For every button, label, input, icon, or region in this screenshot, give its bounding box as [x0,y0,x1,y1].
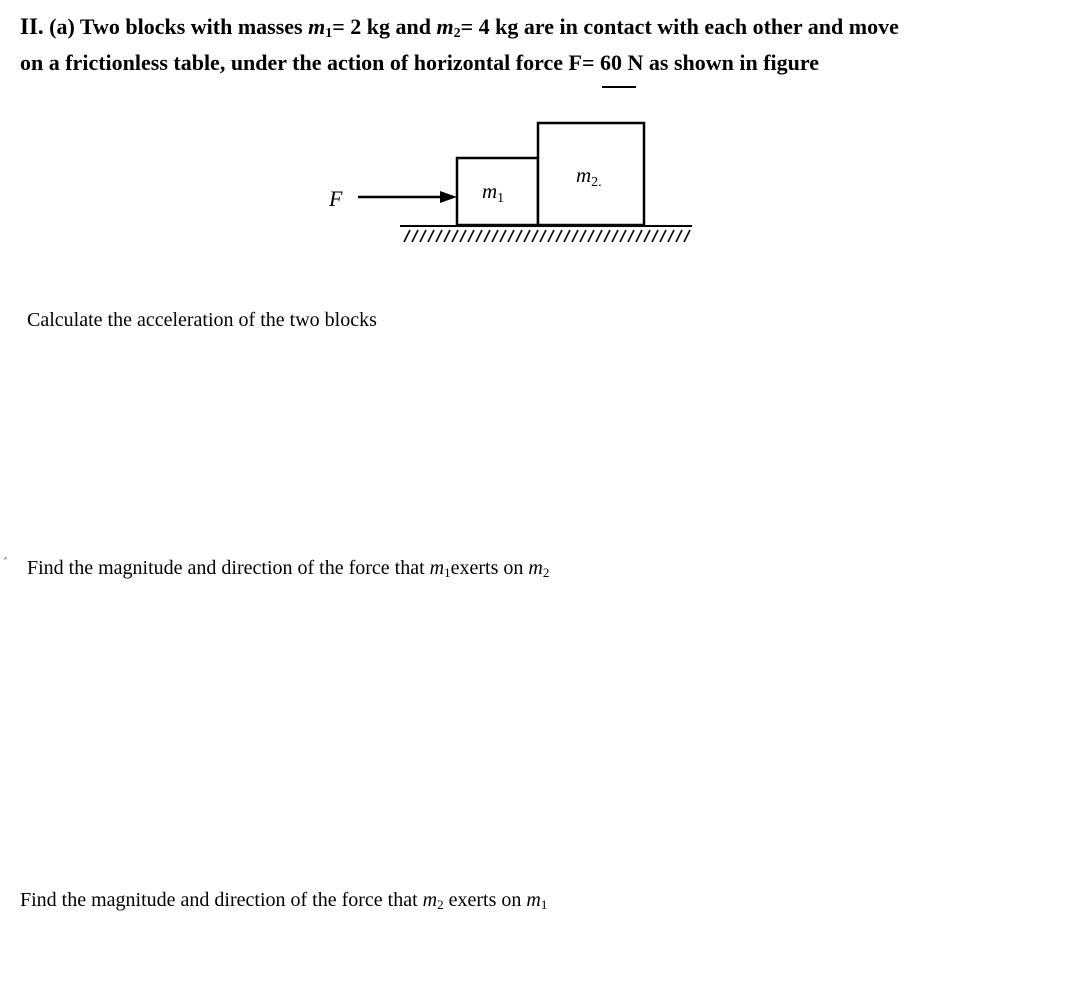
question-force-m2-on-m1 [20,888,547,917]
question-2-symbol-b: m [528,557,543,579]
question-2-symbol-a: m [429,557,445,579]
question-3-mid: exerts on [448,889,522,911]
question-3-sub-a: 2 [437,897,444,912]
force-arrow-head [440,191,457,203]
question-3-symbol-a: m [422,889,438,911]
question-2-sub-b: 2 [542,565,550,580]
question-3-symbol-b: m [526,889,541,911]
stray-tick-mark: ˊ [3,556,8,571]
problem-part: (a) [49,14,75,39]
question-acceleration [27,308,377,332]
question-3-sub-b: 1 [540,897,548,912]
problem-line2-end: as shown in figure [648,50,820,75]
force-label: F [329,186,343,211]
m1-subscript: 1 [325,26,333,41]
m2-value: = 4 kg are in contact with each other and move [460,14,899,39]
m1-value: = 2 kg and [332,14,431,39]
question-2-prefix: Find the magnitude and direction of the force that [27,557,425,579]
m2-symbol: m [436,14,454,39]
problem-statement [20,12,1060,77]
question-2-mid: exerts on [450,557,524,579]
problem-text-intro: Two blocks with masses [79,14,303,39]
block-m2-label: m2. [576,163,602,190]
question-3-prefix: Find the magnitude and direction of the force that [20,889,418,911]
blocks-figure [300,110,720,270]
question-1-text: Calculate the acceleration of the two blocks [27,309,377,331]
force-value: 60 N [600,50,644,75]
question-force-m1-on-m2 [27,556,549,585]
problem-number: II. [20,14,44,39]
m1-symbol: m [308,14,326,39]
table-hatching [404,230,690,242]
block-m1-label: m1 [482,179,505,206]
problem-line2: on a frictionless table, under the action of horizontal force F= [20,50,595,75]
m2-subscript: 2 [453,26,461,41]
question-2-sub-a: 1 [444,565,451,580]
